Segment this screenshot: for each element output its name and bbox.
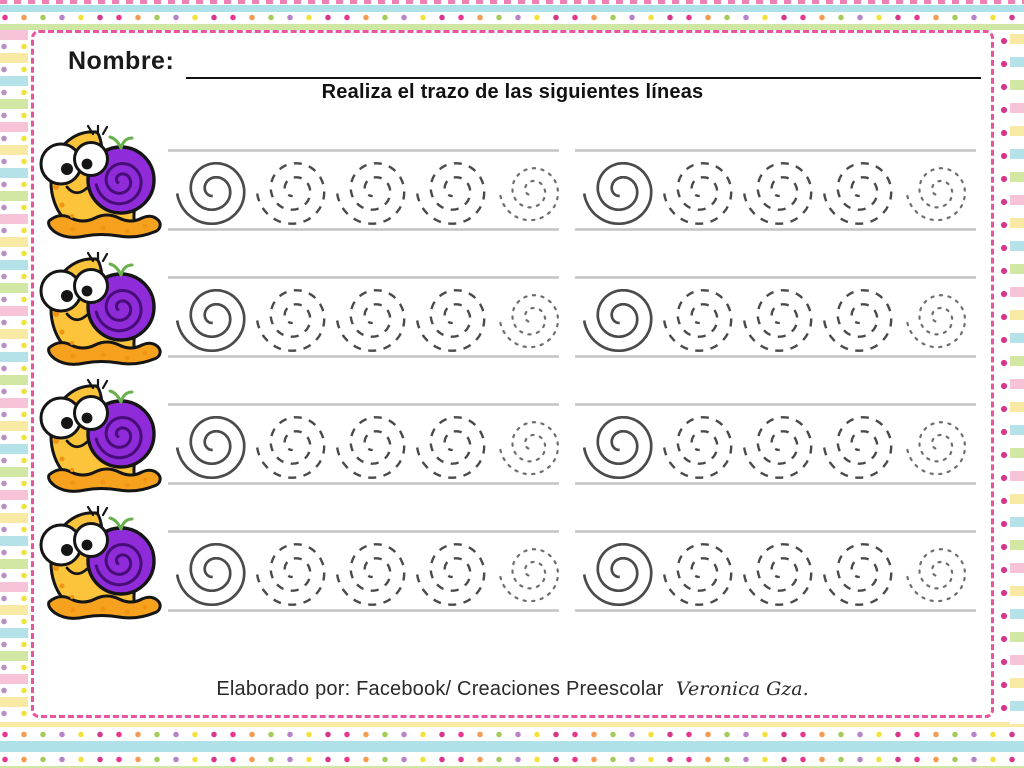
spiral-trace-dotted <box>500 168 558 220</box>
snail-illustration <box>39 506 163 622</box>
spiral-trace-dotted <box>907 168 965 220</box>
spiral-trace-solid <box>584 417 651 477</box>
worksheet-page <box>31 30 994 718</box>
border-pink-dash-row <box>0 0 1024 4</box>
border-dots-row <box>0 754 1024 764</box>
border-dots-column <box>997 30 1009 720</box>
spiral-trace-dashed <box>417 417 484 477</box>
credit-text: Elaborado por: Facebook/ Creaciones Preescolar <box>216 678 664 700</box>
spiral-trace-dashed <box>664 163 731 223</box>
spiral-trace-dotted <box>907 295 965 347</box>
spiral-trace-dashed <box>417 290 484 350</box>
decorative-border-bottom <box>0 720 1024 768</box>
border-blue-stripe <box>0 5 1024 12</box>
tracing-strip <box>166 274 561 360</box>
spiral-trace-dashed <box>824 417 891 477</box>
spiral-trace-dotted <box>907 549 965 601</box>
spiral-trace-dashed <box>417 544 484 604</box>
spiral-trace-dashed <box>337 417 404 477</box>
author-signature: Veronica Gza. <box>676 678 809 700</box>
spiral-trace-solid <box>584 163 651 223</box>
spiral-trace-dashed <box>257 544 324 604</box>
spiral-trace-dashed <box>337 544 404 604</box>
spiral-trace-dotted <box>500 549 558 601</box>
spiral-trace-solid <box>177 290 244 350</box>
tracing-strip <box>166 528 561 614</box>
tracing-strip <box>166 401 561 487</box>
spiral-trace-dashed <box>664 544 731 604</box>
spiral-trace-solid <box>584 544 651 604</box>
tracing-row <box>34 506 997 624</box>
spiral-trace-dashed <box>417 163 484 223</box>
snail-illustration <box>39 252 163 368</box>
spiral-trace-dotted <box>907 422 965 474</box>
spiral-trace-dashed <box>664 417 731 477</box>
spiral-trace-dashed <box>664 290 731 350</box>
spiral-trace-solid <box>177 544 244 604</box>
border-dots-row <box>0 729 1024 739</box>
spiral-trace-dashed <box>744 163 811 223</box>
spiral-trace-dotted <box>500 422 558 474</box>
spiral-trace-solid <box>177 163 244 223</box>
border-blue-stripe <box>0 741 1024 752</box>
decorative-border-right <box>997 30 1024 720</box>
tracing-row <box>34 379 997 497</box>
tracing-strip <box>573 147 978 233</box>
spiral-trace-dashed <box>337 290 404 350</box>
spiral-trace-dashed <box>744 544 811 604</box>
border-stripes-column <box>1010 34 1024 724</box>
spiral-trace-dashed <box>337 163 404 223</box>
spiral-trace-dashed <box>744 290 811 350</box>
spiral-trace-dashed <box>257 290 324 350</box>
tracing-strip <box>166 147 561 233</box>
decorative-border-top <box>0 0 1024 30</box>
snail-illustration <box>39 379 163 495</box>
tracing-strip <box>573 528 978 614</box>
border-dots-row <box>0 12 1024 23</box>
footer-credit-line <box>34 678 991 701</box>
spiral-trace-dashed <box>824 544 891 604</box>
snail-illustration <box>39 125 163 241</box>
tracing-row <box>34 252 997 370</box>
spiral-trace-dashed <box>257 163 324 223</box>
spiral-trace-solid <box>584 290 651 350</box>
spiral-trace-solid <box>177 417 244 477</box>
spiral-trace-dotted <box>500 295 558 347</box>
border-yellow-stripe <box>0 722 1024 727</box>
tracing-row <box>34 125 997 243</box>
tracing-strip <box>573 401 978 487</box>
spiral-trace-dashed <box>824 290 891 350</box>
tracing-strip <box>573 274 978 360</box>
decorative-border-left <box>0 30 31 720</box>
spiral-trace-dashed <box>257 417 324 477</box>
spiral-trace-dashed <box>744 417 811 477</box>
worksheet-title: Realiza el trazo de las siguientes líneas <box>321 81 704 103</box>
spiral-trace-dashed <box>824 163 891 223</box>
tracing-rows <box>34 33 991 715</box>
name-label: Nombre: <box>68 47 175 75</box>
